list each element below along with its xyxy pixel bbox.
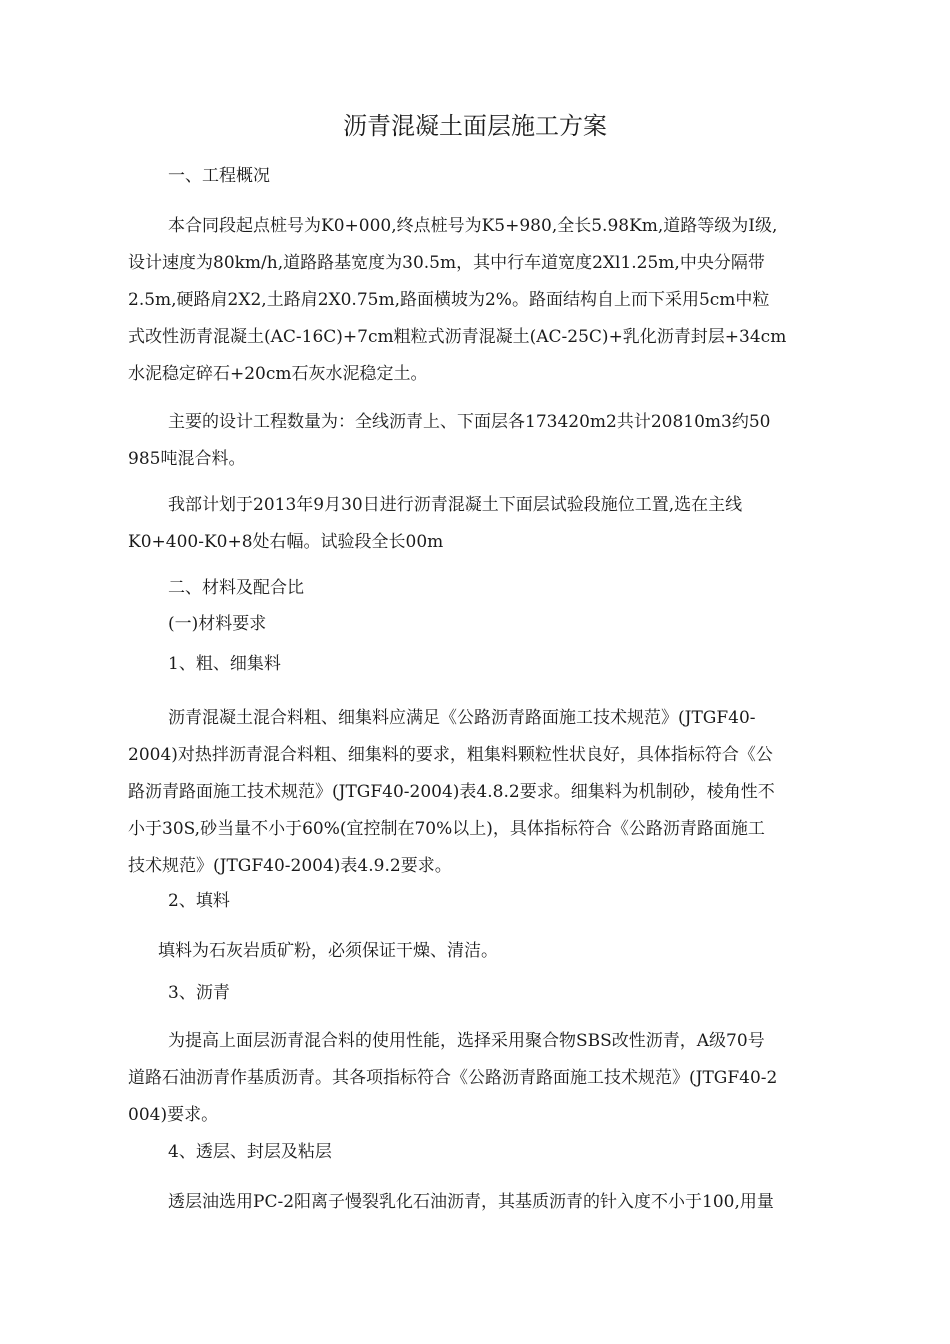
- item-heading-aggregates: 1、粗、细集料: [168, 654, 281, 674]
- text-line: 985吨混合料。: [128, 449, 246, 469]
- subsection-heading-materials: (一)材料要求: [168, 614, 267, 634]
- text-line: 小于30S,砂当量不小于60%(宜控制在70%以上)，具体指标符合《公路沥青路面施工: [128, 819, 765, 839]
- paragraph-aggregates: [128, 700, 828, 885]
- text-line: 004)要求。: [128, 1105, 219, 1125]
- paragraph-asphalt: [128, 1023, 828, 1134]
- text-line: 主要的设计工程数量为：全线沥青上、下面层各173420m2共计20810m3约50: [168, 412, 771, 432]
- text-line: 式改性沥青混凝土(AC-16C)+7cm粗粒式沥青混凝土(AC-25C)+乳化沥青封层+34cm: [128, 327, 787, 347]
- section-heading-1: 一、工程概况: [168, 166, 270, 186]
- item-heading-prime-seal-tack: 4、透层、封层及粘层: [168, 1142, 332, 1162]
- text-line: 2.5m,硬路肩2X2,土路肩2X0.75m,路面横坡为2%。路面结构自上而下采用5cm中粒: [128, 290, 770, 310]
- text-line: 设计速度为80km/h,道路路基宽度为30.5m，其中行车道宽度2Xl1.25m,中央分隔带: [128, 253, 765, 273]
- text-line: 2004)对热拌沥青混合料粗、细集料的要求，粗集料颗粒性状良好，具体指标符合《公: [128, 745, 773, 765]
- text-line: 路沥青路面施工技术规范》(JTGF40-2004)表4.8.2要求。细集料为机制砂，棱角性不: [128, 782, 775, 802]
- paragraph-trial-section: [128, 487, 828, 561]
- text-line: 为提高上面层沥青混合料的使用性能，选择采用聚合物SBS改性沥青，A级70号: [168, 1031, 765, 1051]
- item-heading-asphalt: 3、沥青: [168, 983, 230, 1003]
- section-heading-2: 二、材料及配合比: [168, 578, 304, 598]
- text-line: K0+400-K0+8处右幅。试验段全长00m: [128, 532, 444, 552]
- paragraph-prime-coat: [128, 1184, 828, 1221]
- paragraph-project-overview: [128, 208, 828, 393]
- text-line: 技术规范》(JTGF40-2004)表4.9.2要求。: [128, 856, 452, 876]
- text-line: 水泥稳定碎石+20cm石灰水泥稳定土。: [128, 364, 428, 384]
- text-line: 沥青混凝土混合料粗、细集料应满足《公路沥青路面施工技术规范》(JTGF40-: [168, 708, 756, 728]
- text-line: 本合同段起点桩号为K0+000,终点桩号为K5+980,全长5.98Km,道路等级为I级,: [168, 216, 778, 236]
- text-line: 我部计划于2013年9月30日进行沥青混凝土下面层试验段施位工置,选在主线: [168, 495, 743, 515]
- text-line: 道路石油沥青作基质沥青。其各项指标符合《公路沥青路面施工技术规范》(JTGF40-2: [128, 1068, 778, 1088]
- item-heading-filler: 2、填料: [168, 891, 230, 911]
- text-line: 透层油选用PC-2阳离子慢裂乳化石油沥青，其基质沥青的针入度不小于100,用量: [168, 1192, 774, 1212]
- document-title: 沥青混凝土面层施工方案: [343, 112, 607, 140]
- paragraph-filler: 填料为石灰岩质矿粉，必须保证干燥、清洁。: [158, 941, 498, 961]
- paragraph-design-quantities: [128, 404, 828, 478]
